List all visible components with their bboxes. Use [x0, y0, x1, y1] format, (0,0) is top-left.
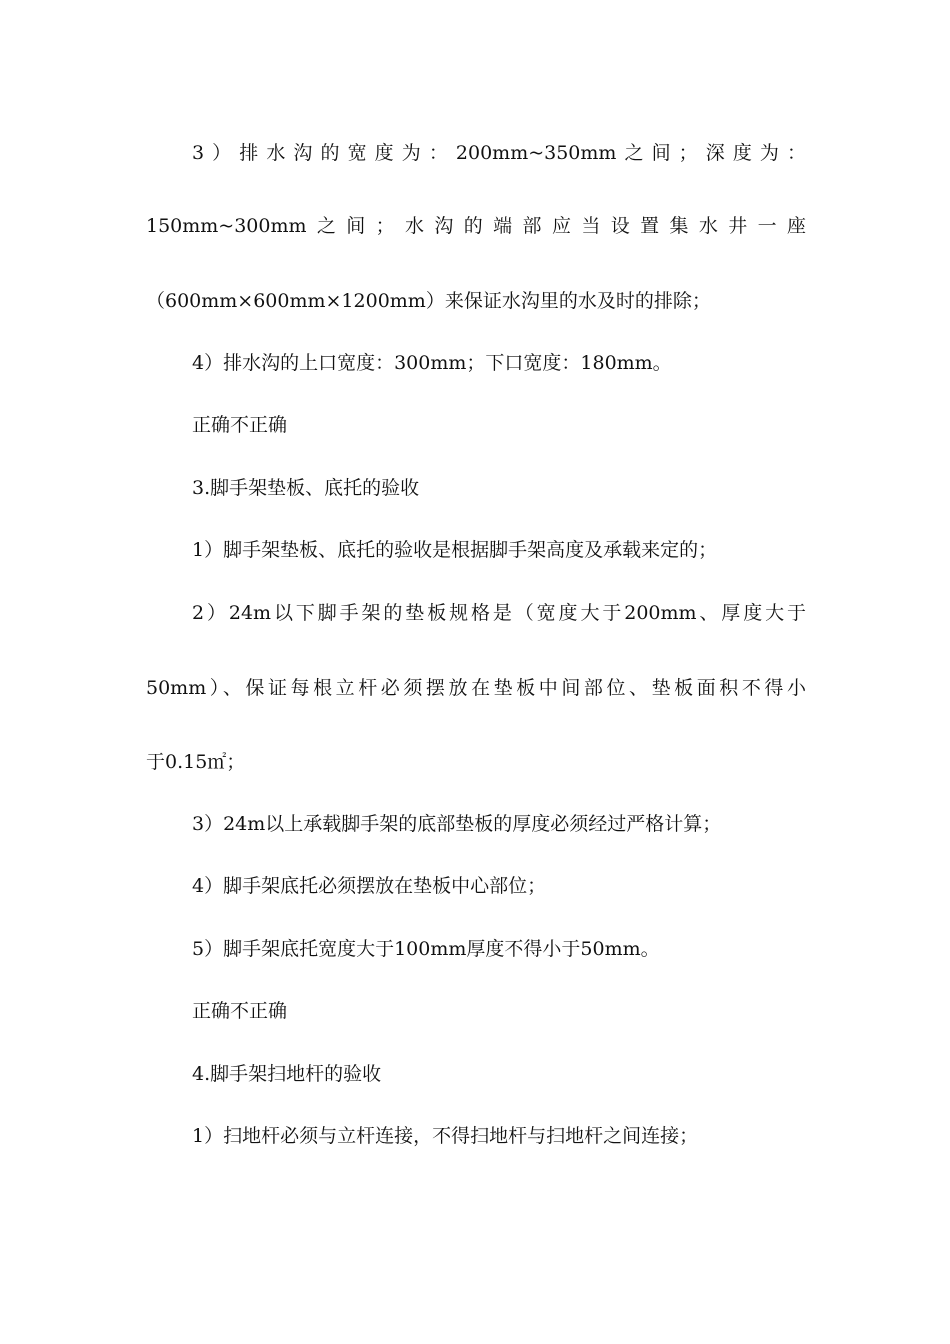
paragraph-line: 1）脚手架垫板、底托的验收是根据脚手架高度及承载来定的； — [192, 539, 718, 561]
answer-options: 正确不正确 — [192, 1000, 288, 1022]
paragraph-line: 2）24m以下脚手架的垫板规格是（宽度大于200mm、厚度大于 — [192, 602, 806, 624]
section-heading: 3.脚手架垫板、底托的验收 — [192, 477, 420, 499]
paragraph-line: 5）脚手架底托宽度大于100mm厚度不得小于50mm。 — [192, 938, 660, 960]
paragraph-line: 50mm）、保证每根立杆必须摆放在垫板中间部位、垫板面积不得小 — [146, 677, 806, 699]
paragraph-line: 150mm~300mm之间；水沟的端部应当设置集水井一座 — [146, 215, 806, 237]
paragraph-line: 于0.15㎡； — [146, 751, 246, 773]
paragraph-line: 4）脚手架底托必须摆放在垫板中心部位； — [192, 875, 547, 897]
paragraph-line: 3）排水沟的宽度为：200mm~350mm之间；深度为： — [192, 142, 806, 164]
paragraph-line: 3）24m以上承载脚手架的底部垫板的厚度必须经过严格计算； — [192, 813, 722, 835]
paragraph-line: 4）排水沟的上口宽度：300mm；下口宽度：180mm。 — [192, 352, 672, 374]
paragraph-line: （600mm×600mm×1200mm）来保证水沟里的水及时的排除； — [146, 290, 711, 312]
section-heading: 4.脚手架扫地杆的验收 — [192, 1063, 382, 1085]
paragraph-line: 1）扫地杆必须与立杆连接，不得扫地杆与扫地杆之间连接； — [192, 1125, 699, 1147]
answer-options: 正确不正确 — [192, 414, 288, 436]
